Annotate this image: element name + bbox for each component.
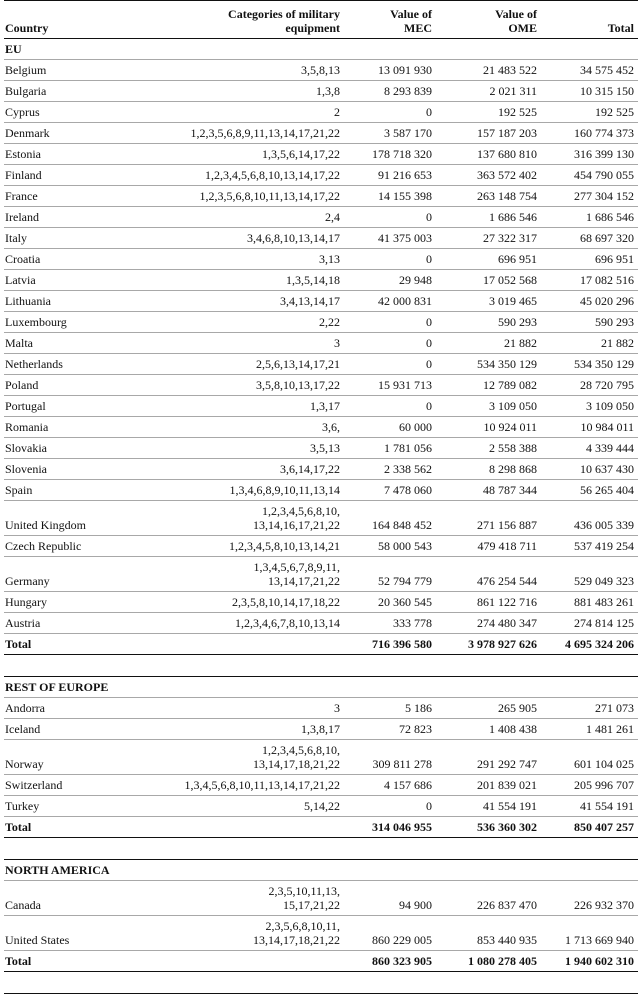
- country-cell: Turkey: [5, 799, 40, 813]
- header-ome: [495, 7, 537, 35]
- total-cell: 45 020 296: [580, 294, 634, 308]
- mec-cell: 94 900: [399, 898, 432, 912]
- ome-cell: 157 187 203: [477, 126, 537, 140]
- total-cell: 205 996 707: [574, 778, 634, 792]
- country-cell: Lithuania: [5, 294, 51, 308]
- total-value: 850 407 257: [574, 820, 634, 834]
- total-cell: 21 882: [601, 336, 634, 350]
- categories-cell-line1: 1,3,4,5,6,7,8,9,11,: [253, 560, 340, 574]
- country-cell: Poland: [5, 378, 39, 392]
- total-cell: 10 315 150: [580, 84, 634, 98]
- categories-cell: [268, 884, 340, 912]
- mec-cell: 309 811 278: [372, 757, 432, 771]
- ome-cell: 291 292 747: [477, 757, 537, 771]
- categories-cell: 3,5,13: [310, 441, 340, 455]
- total-label: Total: [5, 820, 32, 834]
- ome-cell: 12 789 082: [483, 378, 537, 392]
- ome-cell: 476 254 544: [477, 574, 537, 588]
- total-value: 1 940 602 310: [565, 954, 634, 968]
- ome-cell: 3 109 050: [489, 399, 537, 413]
- section-spacer: [4, 838, 638, 860]
- mec-cell: 41 375 003: [378, 231, 432, 245]
- ome-cell: 1 686 546: [489, 210, 537, 224]
- header-categories-line2: equipment: [285, 21, 340, 35]
- country-cell: Latvia: [5, 273, 36, 287]
- table-row: [4, 438, 638, 459]
- total-cell: 529 049 323: [574, 574, 634, 588]
- total-cell: 881 483 261: [574, 595, 634, 609]
- categories-cell: 3,5,8,10,13,17,22: [256, 378, 340, 392]
- country-cell: Ireland: [5, 210, 39, 224]
- total-mec: 314 046 955: [372, 820, 432, 834]
- country-cell: Austria: [5, 616, 41, 630]
- categories-cell: 1,2,3,4,5,8,10,13,14,21: [229, 539, 340, 553]
- categories-cell-line1: 1,2,3,4,5,6,8,10,: [262, 504, 340, 518]
- ome-cell: 263 148 754: [477, 189, 537, 203]
- ome-cell: 590 293: [498, 315, 537, 329]
- mec-cell: 860 229 005: [372, 933, 432, 947]
- mec-cell: 42 000 831: [378, 294, 432, 308]
- categories-cell: 2,22: [319, 315, 340, 329]
- ome-cell: 8 298 868: [489, 462, 537, 476]
- header-mec-line2: MEC: [404, 21, 432, 35]
- table-row: [4, 102, 638, 123]
- mec-cell: 0: [426, 252, 432, 266]
- table-row: [4, 186, 638, 207]
- total-cell: 34 575 452: [580, 63, 634, 77]
- country-cell: Canada: [5, 898, 41, 912]
- total-cell: 534 350 129: [574, 357, 634, 371]
- ome-cell: 2 021 311: [489, 84, 537, 98]
- mec-cell: 1 781 056: [384, 441, 432, 455]
- categories-cell: 1,2,3,5,6,8,10,11,13,14,17,22: [199, 189, 340, 203]
- country-cell: Croatia: [5, 252, 41, 266]
- categories-cell: 3,13: [319, 252, 340, 266]
- total-cell: 226 932 370: [574, 898, 634, 912]
- table-row: [4, 270, 638, 291]
- categories-cell: 3,5,8,13: [301, 63, 340, 77]
- header-mec: [390, 7, 432, 35]
- categories-cell: [253, 504, 340, 532]
- ome-cell: 3 019 465: [489, 294, 537, 308]
- total-cell: 160 774 373: [574, 126, 634, 140]
- table-row: [4, 557, 638, 592]
- total-cell: 4 339 444: [586, 441, 634, 455]
- country-cell: Portugal: [5, 399, 46, 413]
- ome-cell: 48 787 344: [483, 483, 537, 497]
- table-row: [4, 249, 638, 270]
- categories-cell: [253, 743, 340, 771]
- ome-cell: 226 837 470: [477, 898, 537, 912]
- categories-cell-line2: 13,14,17,21,22: [268, 574, 340, 588]
- categories-cell: 2,3,5,8,10,14,17,18,22: [232, 595, 340, 609]
- categories-cell: [253, 919, 340, 947]
- table-row: [4, 291, 638, 312]
- total-cell: 537 419 254: [574, 539, 634, 553]
- table-end-rule: [4, 972, 638, 994]
- table-row: [4, 536, 638, 557]
- ome-cell: 534 350 129: [477, 357, 537, 371]
- mec-cell: 5 186: [405, 701, 432, 715]
- categories-cell: 1,3,4,6,8,9,10,11,13,14: [229, 483, 340, 497]
- mec-cell: 0: [426, 210, 432, 224]
- ome-cell: 21 483 522: [483, 63, 537, 77]
- categories-cell: 5,14,22: [304, 799, 340, 813]
- mec-cell: 0: [426, 357, 432, 371]
- total-mec: 716 396 580: [372, 637, 432, 651]
- mec-cell: 29 948: [399, 273, 432, 287]
- mec-cell: 91 216 653: [378, 168, 432, 182]
- table-row: [4, 480, 638, 501]
- total-cell: 28 720 795: [580, 378, 634, 392]
- total-value: 4 695 324 206: [565, 637, 634, 651]
- country-cell: Netherlands: [5, 357, 63, 371]
- total-cell: 590 293: [595, 315, 634, 329]
- categories-cell: 2: [334, 105, 340, 119]
- ome-cell: 271 156 887: [477, 518, 537, 532]
- total-cell: 1 713 669 940: [565, 933, 634, 947]
- categories-cell: 3: [334, 336, 340, 350]
- table-row: [4, 81, 638, 102]
- total-cell: 274 814 125: [574, 616, 634, 630]
- mec-cell: 4 157 686: [384, 778, 432, 792]
- header-mec-line1: Value of: [390, 7, 432, 21]
- country-cell: Andorra: [5, 701, 45, 715]
- categories-cell: 1,2,3,5,6,8,9,11,13,14,17,21,22: [190, 126, 340, 140]
- mec-cell: 7 478 060: [384, 483, 432, 497]
- country-cell: Hungary: [5, 595, 47, 609]
- table-row: [4, 207, 638, 228]
- categories-cell-line2: 13,14,16,17,21,22: [253, 518, 340, 532]
- table-row: [4, 60, 638, 81]
- section-title: [4, 677, 638, 698]
- mec-cell: 14 155 398: [378, 189, 432, 203]
- table-row: [4, 417, 638, 438]
- total-cell: 696 951: [595, 252, 634, 266]
- ome-cell: 853 440 935: [477, 933, 537, 947]
- country-cell: Germany: [5, 574, 50, 588]
- categories-cell: 1,3,5,6,14,17,22: [262, 147, 340, 161]
- mec-cell: 333 778: [393, 616, 432, 630]
- country-cell: France: [5, 189, 38, 203]
- country-cell: Luxembourg: [5, 315, 67, 329]
- section-title-label: REST OF EUROPE: [5, 680, 109, 694]
- country-cell: Norway: [5, 757, 44, 771]
- country-cell: Cyprus: [5, 105, 40, 119]
- total-cell: 1 481 261: [586, 722, 634, 736]
- categories-cell: 1,3,4,5,6,8,10,11,13,14,17,21,22: [184, 778, 340, 792]
- categories-cell: 2,5,6,13,14,17,21: [256, 357, 340, 371]
- ome-cell: 1 408 438: [489, 722, 537, 736]
- mec-cell: 2 338 562: [384, 462, 432, 476]
- section-title: [4, 39, 638, 60]
- categories-cell: 1,2,3,4,6,7,8,10,13,14: [235, 616, 340, 630]
- categories-cell: 1,3,8,17: [301, 722, 340, 736]
- mec-cell: 13 091 930: [378, 63, 432, 77]
- country-cell: Slovenia: [5, 462, 47, 476]
- total-cell: 10 637 430: [580, 462, 634, 476]
- ome-cell: 201 839 021: [477, 778, 537, 792]
- country-cell: Malta: [5, 336, 33, 350]
- table-row: [4, 144, 638, 165]
- section-total-row: [4, 634, 638, 655]
- mec-cell: 164 848 452: [372, 518, 432, 532]
- total-cell: 454 790 055: [574, 168, 634, 182]
- section-title-label: NORTH AMERICA: [5, 863, 110, 877]
- ome-cell: 2 558 388: [489, 441, 537, 455]
- ome-cell: 479 418 711: [477, 539, 537, 553]
- categories-cell-line1: 2,3,5,10,11,13,: [268, 884, 340, 898]
- table-row: [4, 165, 638, 186]
- categories-cell: 3,4,13,14,17: [280, 294, 340, 308]
- country-cell: Italy: [5, 231, 27, 245]
- ome-cell: 363 572 402: [477, 168, 537, 182]
- country-cell: Switzerland: [5, 778, 63, 792]
- ome-cell: 192 525: [498, 105, 537, 119]
- total-label: Total: [5, 637, 32, 651]
- mec-cell: 72 823: [399, 722, 432, 736]
- section-total-row: [4, 817, 638, 838]
- table-row: [4, 228, 638, 249]
- header-ome-line1: Value of: [495, 7, 537, 21]
- mec-cell: 52 794 779: [378, 574, 432, 588]
- mec-cell: 0: [426, 799, 432, 813]
- categories-cell: 3: [334, 701, 340, 715]
- header-ome-line2: OME: [508, 21, 537, 35]
- total-ome: 3 978 927 626: [468, 637, 537, 651]
- header-country: Country: [5, 21, 49, 35]
- total-label: Total: [5, 954, 32, 968]
- total-ome: 1 080 278 405: [468, 954, 537, 968]
- country-cell: Spain: [5, 483, 33, 497]
- country-cell: Czech Republic: [5, 539, 82, 553]
- total-ome: 536 360 302: [477, 820, 537, 834]
- country-cell: Bulgaria: [5, 84, 47, 98]
- header-categories: [228, 7, 340, 35]
- categories-cell: 3,6,: [322, 420, 340, 434]
- ome-cell: 137 680 810: [477, 147, 537, 161]
- table-row: [4, 396, 638, 417]
- categories-cell-line2: 13,14,17,18,21,22: [253, 757, 340, 771]
- total-cell: 436 005 339: [574, 518, 634, 532]
- categories-cell: [253, 560, 340, 588]
- country-cell: Iceland: [5, 722, 41, 736]
- table-row: [4, 698, 638, 719]
- country-cell: United Kingdom: [5, 518, 86, 532]
- categories-cell-line2: 15,17,21,22: [283, 898, 340, 912]
- total-cell: 10 984 011: [580, 420, 634, 434]
- table-row: [4, 613, 638, 634]
- mec-cell: 178 718 320: [372, 147, 432, 161]
- table-row: [4, 796, 638, 817]
- table-row: [4, 501, 638, 536]
- mec-cell: 8 293 839: [384, 84, 432, 98]
- total-cell: 41 554 191: [580, 799, 634, 813]
- table-row: [4, 123, 638, 144]
- country-cell: Slovakia: [5, 441, 47, 455]
- header-total: Total: [607, 21, 634, 35]
- categories-cell: 3,6,14,17,22: [280, 462, 340, 476]
- categories-cell-line1: 2,3,5,6,8,10,11,: [265, 919, 340, 933]
- total-cell: 601 104 025: [574, 757, 634, 771]
- categories-cell-line1: 1,2,3,4,5,6,8,10,: [262, 743, 340, 757]
- mec-cell: 0: [426, 105, 432, 119]
- total-cell: 68 697 320: [580, 231, 634, 245]
- ome-cell: 21 882: [504, 336, 537, 350]
- ome-cell: 265 905: [498, 701, 537, 715]
- total-mec: 860 323 905: [372, 954, 432, 968]
- total-cell: 17 082 516: [580, 273, 634, 287]
- total-cell: 56 265 404: [580, 483, 634, 497]
- categories-cell: 1,3,8: [316, 84, 340, 98]
- table-row: [4, 916, 638, 951]
- table-row: [4, 375, 638, 396]
- table-row: [4, 740, 638, 775]
- table-row: [4, 719, 638, 740]
- header-categories-line1: Categories of military: [228, 7, 340, 21]
- table-header: [4, 0, 638, 39]
- table-row: [4, 775, 638, 796]
- country-cell: Romania: [5, 420, 49, 434]
- mec-cell: 0: [426, 315, 432, 329]
- categories-cell: 3,4,6,8,10,13,14,17: [247, 231, 340, 245]
- mec-cell: 0: [426, 336, 432, 350]
- total-cell: 3 109 050: [586, 399, 634, 413]
- mec-cell: 3 587 170: [384, 126, 432, 140]
- country-cell: Belgium: [5, 63, 47, 77]
- section-total-row: [4, 951, 638, 972]
- table-row: [4, 459, 638, 480]
- ome-cell: 10 924 011: [483, 420, 537, 434]
- section-title: [4, 860, 638, 881]
- mec-cell: 20 360 545: [378, 595, 432, 609]
- country-cell: United States: [5, 933, 70, 947]
- ome-cell: 41 554 191: [483, 799, 537, 813]
- ome-cell: 274 480 347: [477, 616, 537, 630]
- table-row: [4, 312, 638, 333]
- mec-cell: 58 000 543: [378, 539, 432, 553]
- table-row: [4, 881, 638, 916]
- mec-cell: 60 000: [399, 420, 432, 434]
- total-cell: 316 399 130: [574, 147, 634, 161]
- country-cell: Estonia: [5, 147, 41, 161]
- total-cell: 192 525: [595, 105, 634, 119]
- country-cell: Finland: [5, 168, 42, 182]
- categories-cell: 1,3,17: [310, 399, 340, 413]
- ome-cell: 696 951: [498, 252, 537, 266]
- total-cell: 1 686 546: [586, 210, 634, 224]
- military-export-table: [4, 0, 638, 994]
- total-cell: 271 073: [595, 701, 634, 715]
- section-title-label: EU: [5, 42, 22, 56]
- categories-cell-line2: 13,14,17,18,21,22: [253, 933, 340, 947]
- table-row: [4, 354, 638, 375]
- categories-cell: 2,4: [325, 210, 340, 224]
- categories-cell: 1,2,3,4,5,6,8,10,13,14,17,22: [205, 168, 340, 182]
- categories-cell: 1,3,5,14,18: [286, 273, 340, 287]
- ome-cell: 861 122 716: [477, 595, 537, 609]
- country-cell: Denmark: [5, 126, 50, 140]
- table-row: [4, 333, 638, 354]
- section-spacer: [4, 655, 638, 677]
- ome-cell: 27 322 317: [483, 231, 537, 245]
- total-cell: 277 304 152: [574, 189, 634, 203]
- mec-cell: 0: [426, 399, 432, 413]
- ome-cell: 17 052 568: [483, 273, 537, 287]
- mec-cell: 15 931 713: [378, 378, 432, 392]
- table-row: [4, 592, 638, 613]
